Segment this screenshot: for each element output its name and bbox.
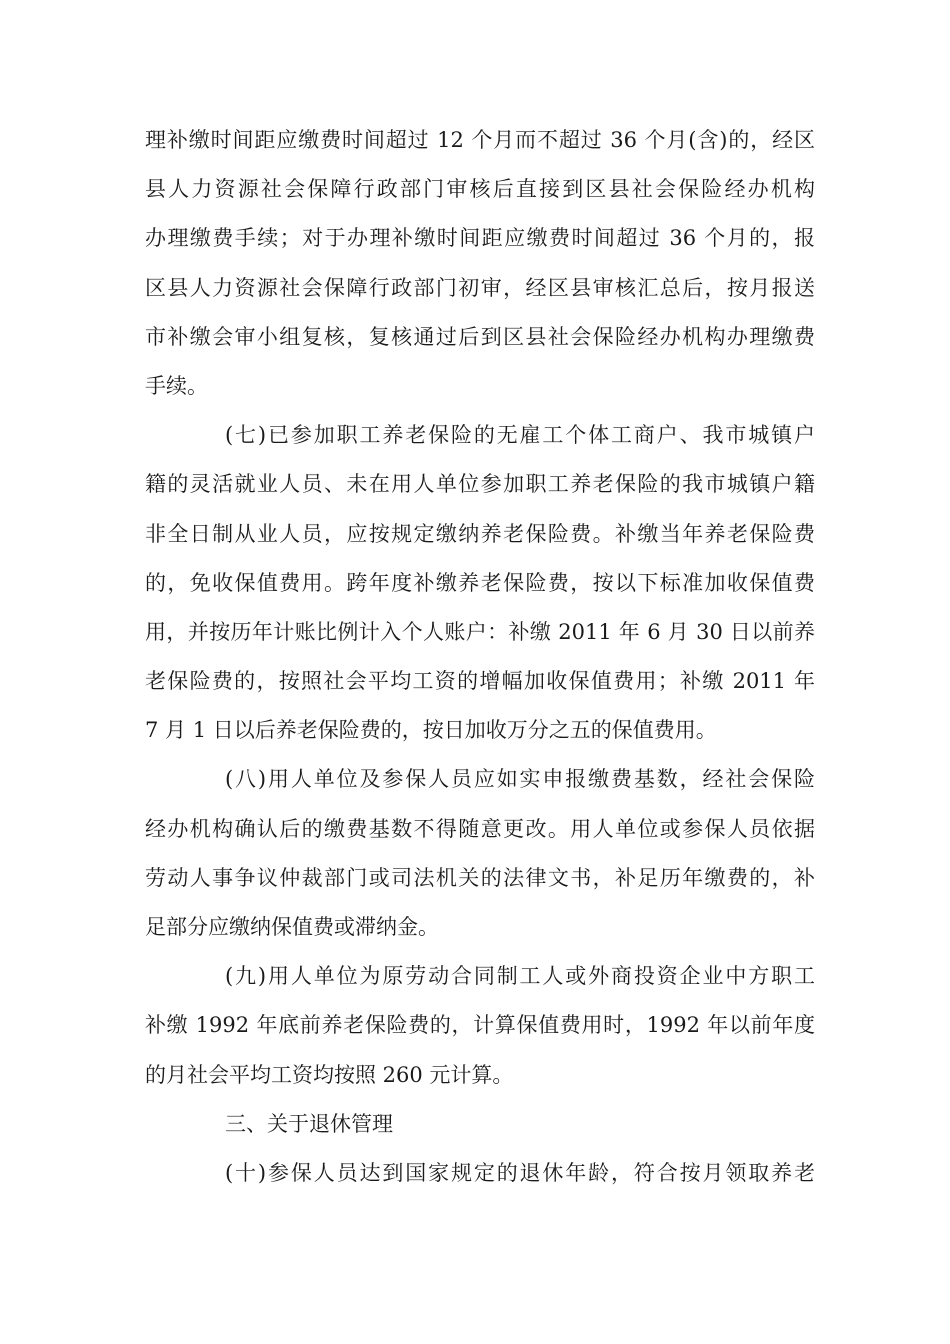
- section-heading-retirement: [145, 1100, 815, 1149]
- text-line: 7 月 1 日以后养老保险费的，按日加收万分之五的保值费用。: [145, 718, 717, 743]
- paragraph-9: [145, 952, 815, 1100]
- text-line: (九)用人单位为原劳动合同制工人或外商投资企业中方职工: [225, 964, 815, 989]
- text-line: (十)参保人员达到国家规定的退休年龄，符合按月领取养老: [225, 1160, 815, 1185]
- text-line: 补缴 1992 年底前养老保险费的，计算保值费用时，1992 年以前年度: [145, 1013, 815, 1038]
- text-line: 经办机构确认后的缴费基数不得随意更改。用人单位或参保人员依据: [145, 816, 815, 841]
- text-line: 老保险费的，按照社会平均工资的增幅加收保值费用；补缴 2011 年: [145, 669, 815, 694]
- text-line: 劳动人事争议仲裁部门或司法机关的法律文书，补足历年缴费的，补: [145, 865, 815, 890]
- text-line: 三、关于退休管理: [225, 1111, 393, 1136]
- text-line: 用，并按历年计账比例计入个人账户：补缴 2011 年 6 月 30 日以前养: [145, 619, 815, 644]
- text-line: 县人力资源社会保障行政部门审核后直接到区县社会保险经办机构: [145, 177, 815, 202]
- text-line: 手续。: [145, 373, 208, 398]
- text-line: 足部分应缴纳保值费或滞纳金。: [145, 915, 439, 939]
- text-line: (八)用人单位及参保人员应如实申报缴费基数，经社会保险: [225, 767, 815, 792]
- document-body: [145, 116, 815, 1198]
- paragraph-7: [145, 411, 815, 755]
- text-line: 的，免收保值费用。跨年度补缴养老保险费，按以下标准加收保值费: [145, 570, 815, 595]
- text-line: 办理缴费手续；对于办理补缴时间距应缴费时间超过 36 个月的，报: [145, 226, 815, 251]
- text-line: 理补缴时间距应缴费时间超过 12 个月而不超过 36 个月(含)的，经区: [145, 128, 815, 152]
- text-line: 籍的灵活就业人员、未在用人单位参加职工养老保险的我市城镇户籍: [145, 472, 815, 497]
- paragraph-10: [145, 1149, 815, 1198]
- text-line: 的月社会平均工资均按照 260 元计算。: [145, 1062, 514, 1087]
- text-line: 市补缴会审小组复核，复核通过后到区县社会保险经办机构办理缴费: [145, 324, 815, 349]
- paragraph-8: [145, 755, 815, 952]
- text-line: 区县人力资源社会保障行政部门初审，经区县审核汇总后，按月报送: [145, 275, 815, 300]
- text-line: 非全日制从业人员，应按规定缴纳养老保险费。补缴当年养老保险费: [145, 521, 815, 546]
- paragraph-continuation: [145, 116, 815, 411]
- text-line: (七)已参加职工养老保险的无雇工个体工商户、我市城镇户: [225, 423, 815, 448]
